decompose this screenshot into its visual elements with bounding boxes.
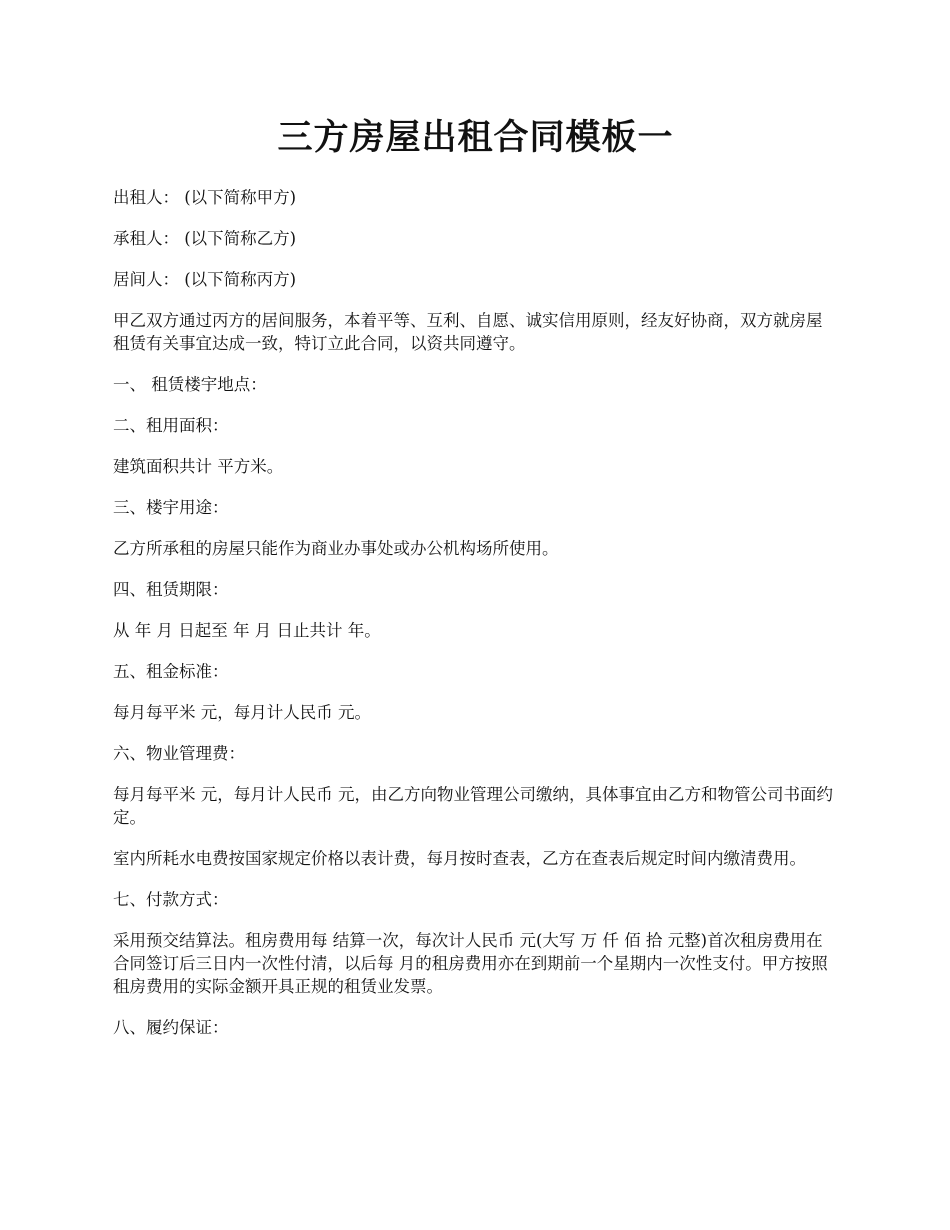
- term-paragraph: 从 年 月 日起至 年 月 日止共计 年。: [113, 621, 381, 640]
- payment-paragraph: 采用预交结算法。租房费用每 结算一次，每次计人民币 元(大写 万 仟 佰 拾 元整)首次租房费用在合同签订后三日内一次性付清，以后每 月的租房费用亦在到期前一个星期内一次性支付。甲方按照租房费用的实际金额开具正规的租赁业发票。: [113, 931, 828, 996]
- preamble-paragraph: 甲乙双方通过丙方的居间服务，本着平等、互利、自愿、诚实信用原则，经友好协商，双方就房屋租赁有关事宜达成一致，特订立此合同，以资共同遵守。: [113, 311, 823, 353]
- section-heading-payment: 七、付款方式：: [113, 890, 229, 909]
- section-heading-usage: 三、楼宇用途：: [113, 498, 229, 517]
- document-title: 三方房屋出租合同模板一: [277, 117, 674, 158]
- section-heading-property-fee: 六、物业管理费：: [113, 744, 245, 763]
- utilities-paragraph: 室内所耗水电费按国家规定价格以表计费，每月按时查表，乙方在查表后规定时间内缴清费用。: [113, 849, 806, 868]
- area-paragraph: 建筑面积共计 平方米。: [113, 457, 284, 476]
- party-lessee: 承租人： (以下简称乙方): [113, 229, 297, 248]
- usage-paragraph: 乙方所承租的房屋只能作为商业办事处或办公机构场所使用。: [113, 539, 559, 558]
- rent-paragraph: 每月每平米 元，每月计人民币 元。: [113, 703, 371, 722]
- party-intermediary: 居间人： (以下简称丙方): [113, 270, 297, 289]
- section-heading-location: 一、 租赁楼宇地点：: [113, 375, 267, 394]
- section-heading-rent: 五、租金标准：: [113, 662, 229, 681]
- property-fee-paragraph: 每月每平米 元，每月计人民币 元，由乙方向物业管理公司缴纳，具体事宜由乙方和物管公司书面约定。: [113, 785, 833, 827]
- party-lessor: 出租人： (以下简称甲方): [113, 188, 297, 207]
- section-heading-guarantee: 八、履约保证：: [113, 1018, 229, 1037]
- section-heading-term: 四、租赁期限：: [113, 580, 229, 599]
- section-heading-area: 二、租用面积：: [113, 416, 229, 435]
